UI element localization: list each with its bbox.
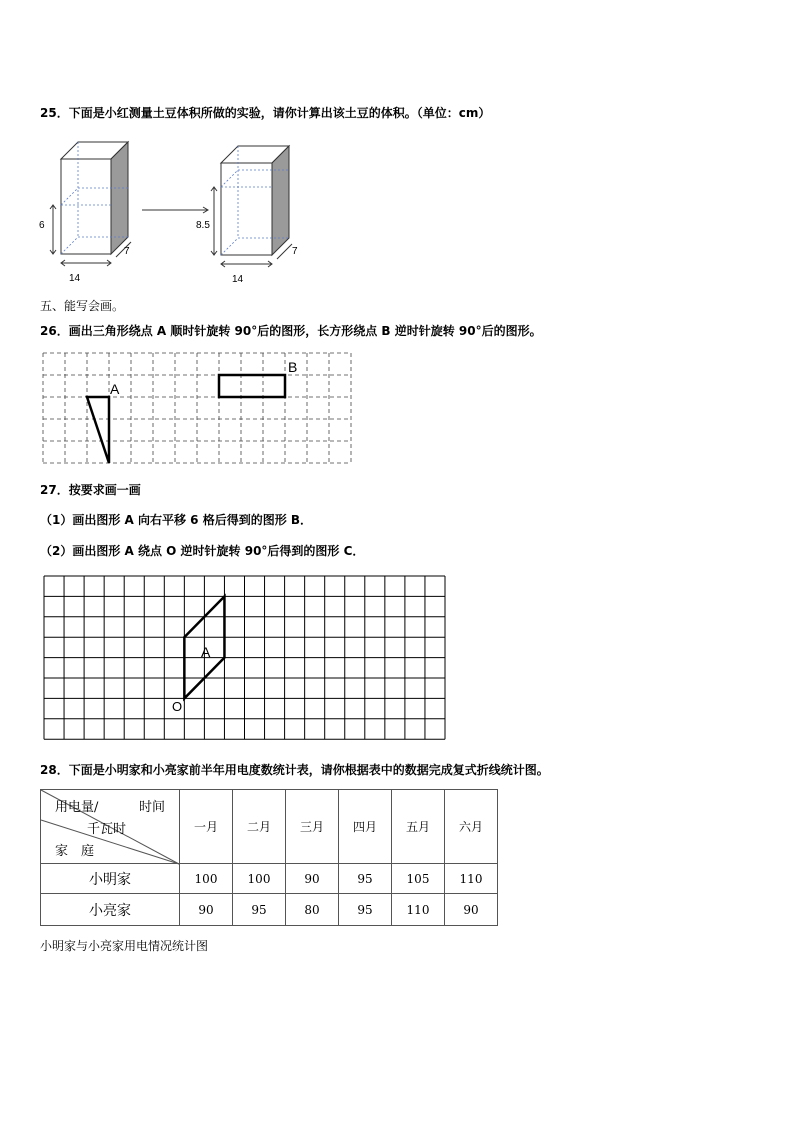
- row-family-name: 小亮家: [41, 894, 180, 926]
- table-cell: 100: [233, 864, 286, 894]
- q27-text: 27．按要求画一画: [40, 483, 141, 497]
- q26-label-b: B: [288, 359, 298, 375]
- table-cell: 80: [286, 894, 339, 926]
- table-cell: 95: [233, 894, 286, 926]
- table-row: [41, 894, 498, 926]
- table-cell: 100: [180, 864, 233, 894]
- q27-sub1: （1）画出图形 A 向右平移 6 格后得到的图形 B．: [40, 513, 313, 527]
- header-family-label: 家 庭: [55, 844, 95, 859]
- q25-text: 25．下面是小红测量土豆体积所做的实验，请你计算出该土豆的体积。（单位：cm）: [40, 106, 491, 120]
- fig1-width-label: 7: [124, 246, 130, 257]
- fig1-length-label: 14: [69, 273, 81, 284]
- month-header: 六月: [445, 790, 498, 864]
- month-header: 五月: [392, 790, 445, 864]
- q27-grid-lines: [44, 576, 445, 739]
- fig1-height-label: 6: [39, 220, 45, 231]
- fig2-length-label: 14: [232, 274, 244, 285]
- month-header: 三月: [286, 790, 339, 864]
- fig2-height-label: 8.5: [196, 220, 210, 231]
- header-time-label: 时间: [139, 800, 166, 815]
- table-cell: 110: [445, 864, 498, 894]
- month-header: 二月: [233, 790, 286, 864]
- row-family-name: 小明家: [41, 864, 180, 894]
- table-cell: 90: [180, 894, 233, 926]
- q27-label-a: A: [201, 644, 211, 660]
- table-cell: 105: [392, 864, 445, 894]
- table-row: [41, 864, 498, 894]
- header-unit-label: 千瓦时: [87, 822, 127, 837]
- header-usage-label: 用电量/: [55, 800, 99, 815]
- chart-title: 小明家与小亮家用电情况统计图: [40, 939, 209, 953]
- q26-text: 26．画出三角形绕点 A 顺时针旋转 90°后的图形，长方形绕点 B 逆时针旋转 90°后的图形。: [40, 324, 542, 338]
- table-header-diagonal-cell: [41, 790, 180, 864]
- section5-title: 五、能写会画。: [40, 299, 125, 313]
- table-cell: 110: [392, 894, 445, 926]
- q28-text: 28．下面是小明家和小亮家前半年用电度数统计表，请你根据表中的数据完成复式折线统计图。: [40, 763, 549, 777]
- table-cell: 95: [339, 864, 392, 894]
- table-cell: 95: [339, 894, 392, 926]
- table-cell: 90: [286, 864, 339, 894]
- table-cell: 90: [445, 894, 498, 926]
- q27-label-o: O: [172, 699, 183, 714]
- q26-label-a: A: [110, 381, 120, 397]
- month-header: 四月: [339, 790, 392, 864]
- electricity-table: [40, 789, 498, 926]
- q27-sub2: （2）画出图形 A 绕点 O 逆时针旋转 90°后得到的图形 C．: [40, 544, 365, 558]
- fig2-width-label: 7: [292, 246, 298, 257]
- month-header: 一月: [180, 790, 233, 864]
